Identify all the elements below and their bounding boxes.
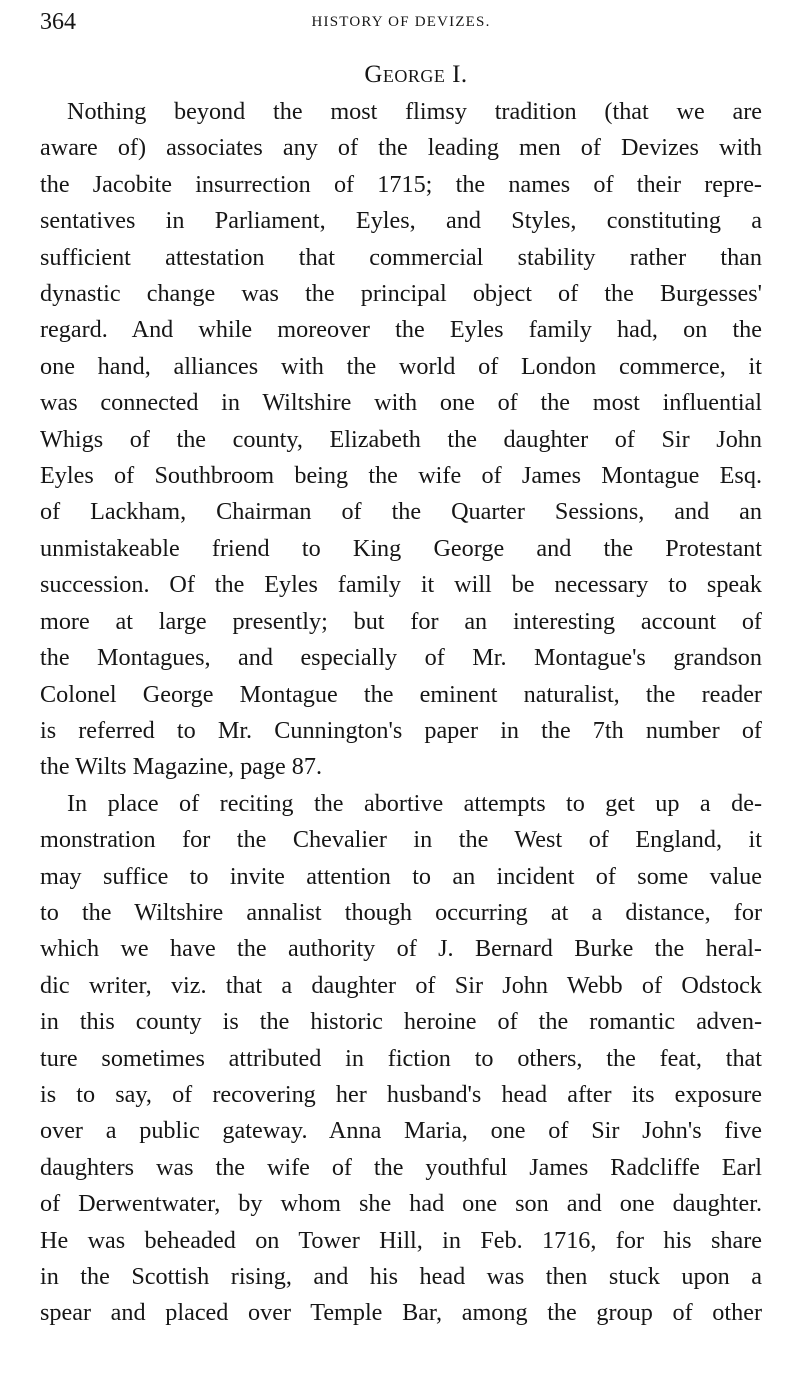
text-line: regard. And while moreover the Eyles family had, on the <box>40 316 762 344</box>
text-line: daughters was the wife of the youthful James Radcliffe Earl <box>40 1153 762 1181</box>
text-line: succession. Of the Eyles family it will be necessary to speak <box>40 571 762 599</box>
text-line: unmistakeable friend to King George and the Protestant <box>40 534 762 562</box>
text-line: the Jacobite insurrection of 1715; the names of their repre- <box>40 170 762 198</box>
text-line: sufficient attestation that commercial stability rather than <box>40 243 762 271</box>
text-line: of Derwentwater, by whom she had one son and one daughter. <box>40 1190 762 1218</box>
text-line: aware of) associates any of the leading men of Devizes with <box>40 134 762 162</box>
text-line: sentatives in Parliament, Eyles, and Styles, constituting a <box>40 207 762 235</box>
text-line: Nothing beyond the most flimsy tradition (that we are <box>67 98 762 125</box>
text-line: dynastic change was the principal object of the Burgesses' <box>40 280 762 308</box>
text-line: may suffice to invite attention to an incident of some value <box>40 862 762 890</box>
text-line: Colonel George Montague the eminent naturalist, the reader <box>40 680 762 708</box>
text-line: over a public gateway. Anna Maria, one of Sir John's five <box>40 1117 762 1145</box>
text-line: the Wilts Magazine, page 87. <box>40 753 323 781</box>
text-line: Whigs of the county, Elizabeth the daughter of Sir John <box>40 425 762 453</box>
text-line: ture sometimes attributed in fiction to others, the feat, that <box>40 1044 762 1072</box>
text-line: Eyles of Southbroom being the wife of James Montague Esq. <box>40 462 762 490</box>
page-number: 364 <box>40 9 76 35</box>
text-line: in the Scottish rising, and his head was then stuck upon a <box>40 1263 762 1290</box>
text-line: dic writer, viz. that a daughter of Sir John Webb of Odstock <box>40 971 762 999</box>
text-line: He was beheaded on Tower Hill, in Feb. 1716, for his share <box>40 1226 762 1254</box>
book-page <box>40 0 762 1332</box>
text-line: which we have the authority of J. Bernard Burke the heral- <box>40 935 762 963</box>
text-line: of Lackham, Chairman of the Quarter Sessions, and an <box>40 498 762 526</box>
text-line: the Montagues, and especially of Mr. Montague's grandson <box>40 644 762 672</box>
text-line: more at large presently; but for an interesting account of <box>40 607 762 635</box>
paragraph-1 <box>40 94 762 786</box>
running-title: HISTORY OF DEVIZES. <box>311 14 491 30</box>
text-line: was connected in Wiltshire with one of the most influential <box>40 389 762 417</box>
text-line: In place of reciting the abortive attempts to get up a de- <box>67 789 762 817</box>
text-line: spear and placed over Temple Bar, among the group of other <box>40 1299 762 1327</box>
section-heading: George I. <box>364 61 468 88</box>
text-line: one hand, alliances with the world of London commerce, it <box>40 352 762 380</box>
running-header <box>40 0 762 44</box>
text-line: is referred to Mr. Cunnington's paper in the 7th number of <box>40 716 762 744</box>
text-line: to the Wiltshire annalist though occurring at a distance, for <box>40 898 762 926</box>
text-line: in this county is the historic heroine of the romantic adven- <box>40 1008 762 1036</box>
paragraph-2 <box>40 786 762 1332</box>
text-line: is to say, of recovering her husband's head after its exposure <box>40 1080 762 1108</box>
text-line: monstration for the Chevalier in the West of England, it <box>40 826 762 854</box>
